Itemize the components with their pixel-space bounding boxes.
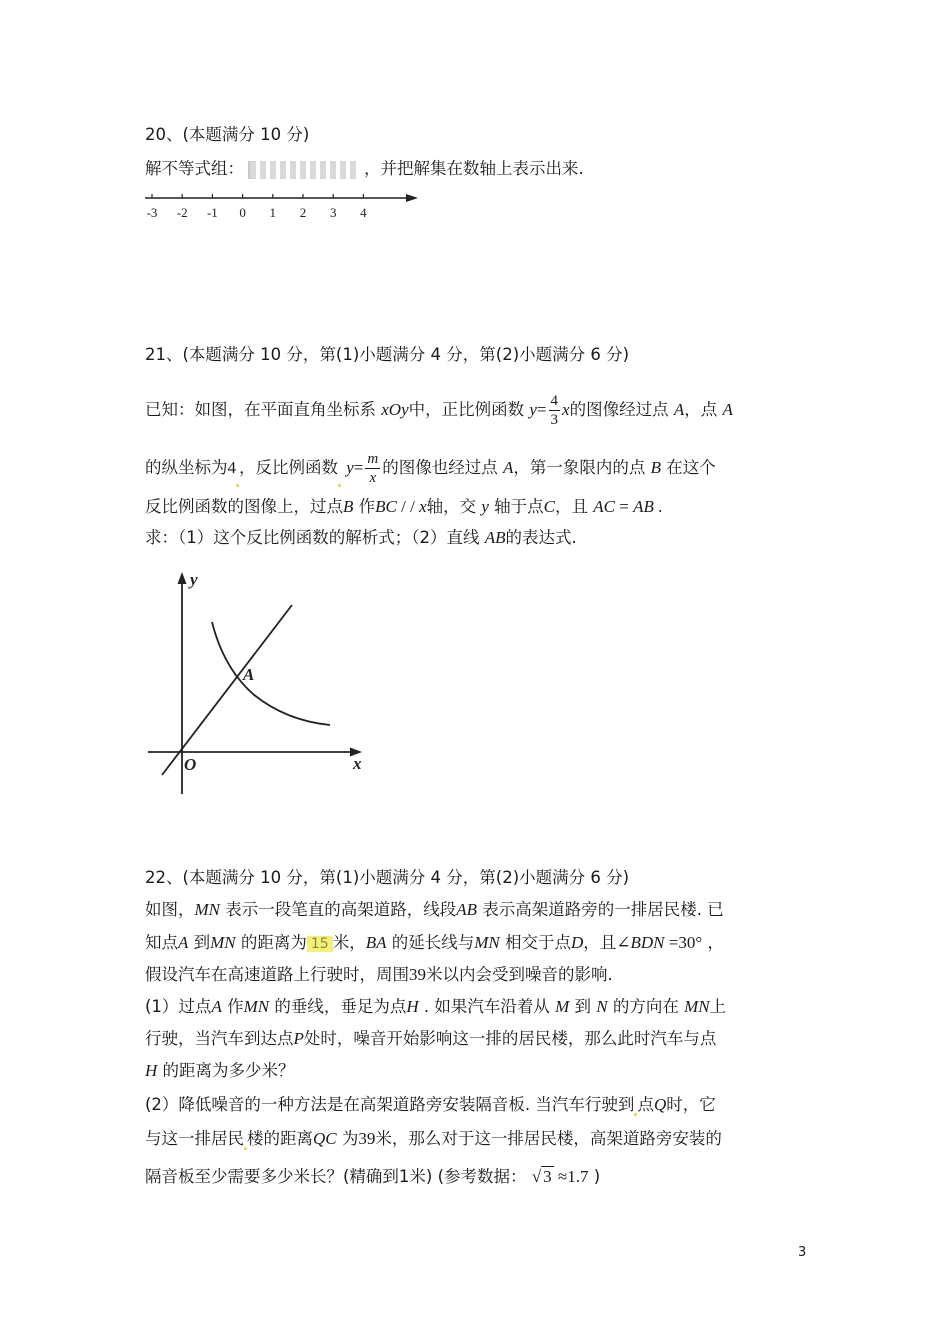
q22-l1-text-c: 表示高架道路旁的一排居民楼. 已: [482, 900, 724, 919]
q21-l2-text-e: 在这个: [666, 458, 716, 477]
q22-line1: [145, 899, 724, 921]
number-line: [140, 190, 430, 226]
q22-l7-text-c: 时，它: [666, 1095, 716, 1114]
q22-l4-text-c: 的垂线，垂足为点: [274, 997, 407, 1016]
point-a-label: A: [243, 665, 255, 684]
q22-l7-text-a: (2）降低噪音的一种方法是在高架道路旁安装隔音板. 当汽车行驶到: [145, 1095, 635, 1114]
equals-sign: =: [615, 497, 634, 516]
inverse-curve: [212, 622, 330, 725]
q22-l2-text-c: 的距离为: [240, 933, 307, 952]
fraction-numerator: m: [367, 451, 379, 467]
q22-l2-text-h: ，: [702, 933, 724, 952]
q22-l2-text-g: ，且: [583, 933, 617, 952]
q21-l1-text-d: ，点: [684, 400, 718, 419]
q21-l2-text-b: ，反比例函数: [239, 458, 338, 477]
q22-l2-text-b: 到: [193, 933, 211, 952]
q21-line3: [145, 496, 662, 518]
highlighted-distance-value: 15: [307, 936, 333, 952]
var-AB: AB: [456, 900, 478, 919]
q22-line3: [145, 964, 613, 986]
q21-line2: [145, 450, 716, 487]
var-MN: MN: [194, 900, 220, 919]
q20-prompt: [145, 158, 584, 180]
q22-l7-text-b: 点: [637, 1095, 654, 1114]
var-xoy: xOy: [381, 400, 409, 419]
var-y: y: [529, 400, 537, 419]
q22-l5-text-a: 行驶，当汽车到达点: [145, 1029, 294, 1048]
q22-l6-text-a: 的距离为多少米？: [162, 1061, 295, 1080]
var-M: M: [555, 997, 570, 1016]
q22-l2-text-a: 知点: [145, 933, 178, 952]
var-B: B: [343, 497, 354, 516]
page-number: 3: [798, 1245, 807, 1260]
q22-l2-text-f: 相交于点: [505, 933, 571, 952]
q21-line1: [145, 392, 733, 429]
q22-title: 22、(本题满分 10 分，第(1)小题满分 4 分，第(2)小题满分 6 分): [145, 868, 630, 887]
q22-line5: [145, 1028, 716, 1050]
q22-l8-text-a: 与这一排居民: [145, 1129, 244, 1148]
var-H: H: [145, 1061, 158, 1080]
x-axis-label: x: [353, 754, 362, 773]
q22-line2: [145, 932, 724, 955]
q22-l1-text-a: 如图，: [145, 900, 195, 919]
var-MN: MN: [474, 933, 500, 952]
var-AB: AB: [484, 528, 506, 547]
number-line-tick-label: 2: [299, 205, 307, 220]
fraction-m-x: [365, 450, 380, 487]
var-B: B: [650, 458, 662, 477]
var-x: x: [562, 400, 570, 419]
q22-line8: [145, 1128, 722, 1150]
angle-value: =30°: [664, 933, 703, 952]
q22-l8-text-b: 楼的距离: [247, 1129, 313, 1148]
origin-label: O: [184, 755, 197, 774]
fraction-denominator: x: [369, 470, 377, 486]
var-MN: MN: [684, 997, 710, 1016]
number-line-tick-label: -1: [206, 205, 218, 220]
var-Q: Q: [653, 1095, 667, 1114]
q22-l3-text-b: 米以内会受到噪音的影响.: [426, 965, 613, 984]
q21-l2-text-a: 的纵坐标为: [145, 458, 228, 477]
q21-line4: [145, 527, 577, 549]
q21-l4-text-a: 求：（1）这个反比例函数的解析式；（2）直线: [145, 528, 480, 547]
q21-l3-text-a: 反比例函数的图像上，过点: [145, 497, 343, 516]
y-axis-arrow: [178, 572, 187, 584]
q22-l2-text-d: 米，: [332, 933, 366, 952]
var-C: C: [543, 497, 556, 516]
q22-l4-text-d: . 如果汽车沿着从: [418, 997, 550, 1016]
var-A: A: [178, 933, 189, 952]
q22-l4-text-a: (1）过点: [145, 997, 212, 1016]
mark-dot: [338, 484, 341, 487]
q22-l1-text-b: 表示一段笔直的高架道路，线段: [225, 900, 457, 919]
approx-value: ≈1.7: [553, 1167, 589, 1186]
q21-l4-text-b: 的表达式.: [505, 528, 577, 547]
q21-l3-text-e: ，且: [555, 497, 589, 516]
var-D: D: [571, 933, 584, 952]
value-4: 4: [227, 458, 236, 477]
q21-l1-text-a: 已知：如图，在平面直角坐标系: [145, 400, 376, 419]
y-axis-label: y: [190, 570, 198, 589]
q22-l8-text-c: 为: [341, 1129, 359, 1148]
q21-l3-text-d: 轴于点: [494, 497, 544, 516]
var-N: N: [596, 997, 608, 1016]
period: .: [653, 497, 663, 516]
var-P: P: [293, 1029, 304, 1048]
var-A: A: [722, 400, 733, 419]
q22-l5-text-b: 处时，噪音开始影响这一排的居民楼，那么此时汽车与点: [303, 1029, 717, 1048]
fraction-4-3: [549, 392, 561, 429]
q22-l4-text-g: 上: [709, 997, 727, 1016]
q20-prompt-suffix: ，并把解集在数轴上表示出来.: [364, 159, 584, 178]
q20-title: 20、(本题满分 10 分): [145, 125, 310, 144]
var-A: A: [211, 997, 222, 1016]
fraction-numerator: 4: [550, 393, 559, 409]
var-BA: BA: [365, 933, 387, 952]
q21-title: 21、(本题满分 10 分，第(1)小题满分 4 分，第(2)小题满分 6 分): [145, 345, 630, 364]
var-MN: MN: [243, 997, 270, 1016]
var-QC: QC: [313, 1129, 337, 1148]
q22-line9: [145, 1166, 600, 1188]
q22-line7: [145, 1094, 716, 1116]
q22-l3-text-a: 假设汽车在高速道路上行驶时，周围: [145, 965, 409, 984]
number-line-tick-label: 1: [269, 205, 277, 220]
q22-l8-text-d: 米，那么对于这一排居民楼，高架道路旁安装的: [375, 1129, 722, 1148]
var-BC: BC: [375, 497, 397, 516]
sqrt-radicand: 3: [543, 1167, 552, 1186]
q21-l2-text-d: ，第一象限内的点: [513, 458, 646, 477]
q22-l9-text-b: ): [588, 1167, 601, 1186]
q22-l4-text-f: 的方向在: [607, 997, 679, 1016]
number-line-tick-label: 3: [329, 205, 337, 220]
var-A: A: [502, 458, 514, 477]
q21-l2-text-c: 的图像也经过点: [382, 458, 498, 477]
var-AC: AC: [593, 497, 615, 516]
var-H: H: [406, 997, 419, 1016]
var-AB: AB: [633, 497, 654, 516]
q20-prompt-prefix: 解不等式组：: [145, 159, 244, 178]
number-line-tick-label: 0: [239, 205, 246, 220]
mark-dot: [236, 484, 239, 487]
coordinate-figure: [140, 566, 380, 802]
equals-sign: =: [353, 458, 364, 477]
q22-line6: [145, 1060, 295, 1082]
fraction-denominator: 3: [550, 412, 559, 428]
number-line-tick-label: 4: [360, 205, 367, 220]
q22-l4-text-b: 作: [227, 997, 244, 1016]
parallel-symbol: / /: [396, 497, 420, 516]
equals-sign: =: [536, 400, 547, 419]
number-line-tick-label: -2: [176, 205, 188, 220]
q21-l3-text-b: 作: [358, 497, 376, 516]
q21-l1-text-c: 的图像经过点: [569, 400, 669, 419]
q22-line4: [145, 996, 726, 1018]
var-A: A: [673, 400, 685, 419]
var-y: y: [481, 497, 489, 516]
q21-l3-text-c: 轴，交: [426, 497, 477, 516]
value-39: 39: [409, 965, 426, 984]
q22-l4-text-e: 到: [569, 997, 592, 1016]
inequality-system-image: [248, 161, 360, 179]
q22-l9-text-a: 隔音板至少需要多少米长？(精确到1米) (参考数据：: [145, 1167, 527, 1186]
q21-l1-text-b: 中，正比例函数: [408, 400, 525, 419]
number-line-arrow: [406, 194, 418, 202]
value-39: 39: [358, 1129, 376, 1148]
var-x: x: [419, 497, 427, 516]
sqrt-expression: √ 3: [531, 1167, 552, 1186]
number-line-tick-label: -3: [146, 205, 158, 220]
var-MN: MN: [210, 933, 236, 952]
var-y: y: [346, 458, 354, 477]
q22-l2-text-e: 的延长线与: [391, 933, 475, 952]
angle-bdn: ∠BDN: [616, 933, 665, 952]
